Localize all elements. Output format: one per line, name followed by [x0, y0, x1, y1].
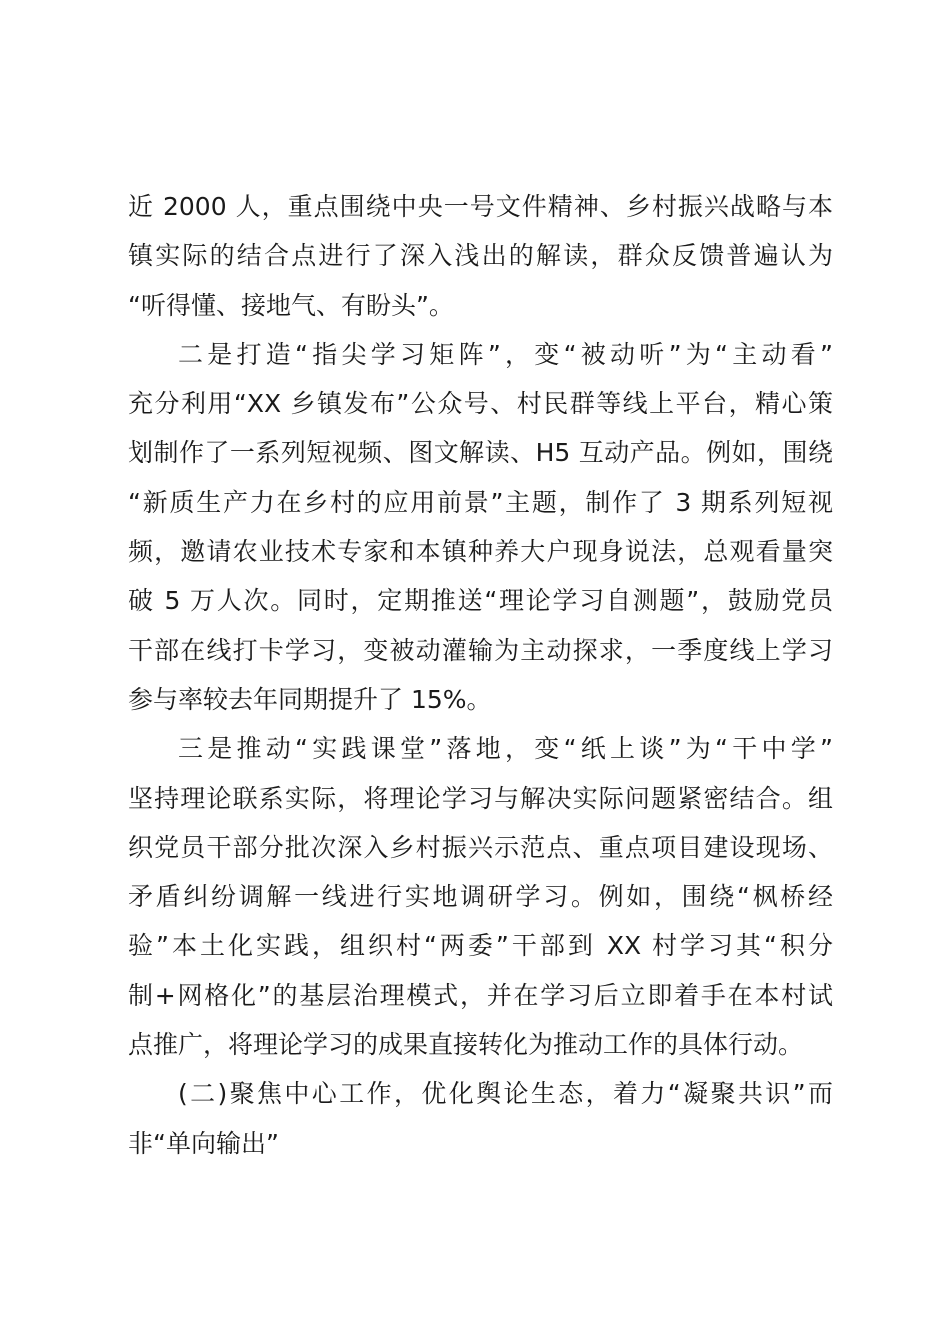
text-line: 参与率较去年同期提升了 15%。: [128, 684, 492, 714]
text-line: 镇实际的结合点进行了深入浅出的解读，群众反馈普遍认为: [128, 241, 833, 271]
text-line: 矛盾纠纷调解一线进行实地调研学习。例如，围绕“枫桥经: [128, 882, 833, 912]
text-line: 坚持理论联系实际，将理论学习与解决实际问题紧密结合。组: [128, 783, 833, 813]
text-line: 验”本土化实践，组织村“两委”干部到 XX 村学习其“积分: [128, 931, 833, 961]
text-line: 划制作了一系列短视频、图文解读、H5 互动产品。例如，围绕: [128, 438, 833, 468]
text-line: 频，邀请农业技术专家和本镇种养大户现身说法，总观看量突: [128, 537, 833, 567]
text-line: 破 5 万人次。同时，定期推送“理论学习自测题”，鼓励党员: [128, 586, 833, 616]
text-line: 织党员干部分批次深入乡村振兴示范点、重点项目建设现场、: [128, 832, 833, 862]
text-line: (二)聚焦中心工作，优化舆论生态，着力“凝聚共识”而: [178, 1079, 833, 1109]
text-line: 非“单向输出”: [128, 1128, 279, 1158]
text-line: “新质生产力在乡村的应用前景”主题，制作了 3 期系列短视: [128, 487, 833, 517]
text-line: “听得懂、接地气、有盼头”。: [128, 290, 454, 320]
text-line: 近 2000 人，重点围绕中央一号文件精神、乡村振兴战略与本: [128, 192, 833, 221]
text-line: 点推广，将理论学习的成果直接转化为推动工作的具体行动。: [128, 1030, 804, 1060]
text-line: 制+网格化”的基层治理模式，并在学习后立即着手在本村试: [128, 980, 833, 1010]
text-line: 充分利用“XX 乡镇发布”公众号、村民群等线上平台，精心策: [128, 389, 833, 419]
document-body: [128, 182, 833, 1168]
text-line: 干部在线打卡学习，变被动灌输为主动探求，一季度线上学习: [128, 635, 833, 665]
text-line: 二是打造“指尖学习矩阵”，变“被动听”为“主动看”: [178, 339, 833, 369]
text-line: 三是推动“实践课堂”落地，变“纸上谈”为“干中学”: [178, 734, 833, 764]
